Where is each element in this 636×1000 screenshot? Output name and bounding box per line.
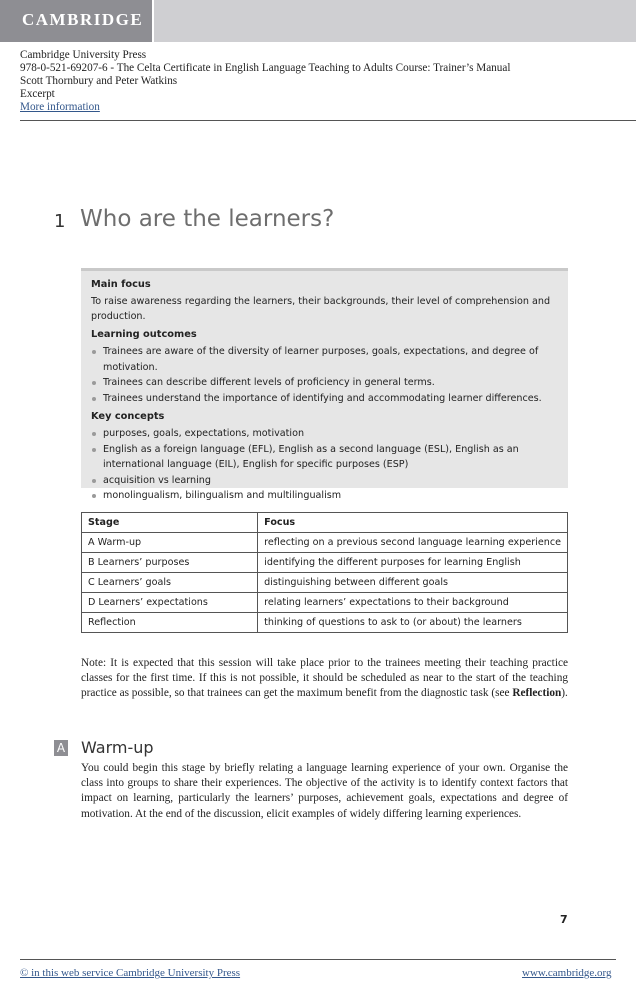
list-item: monolingualism, bilingualism and multilingualism [91, 488, 558, 504]
stages-table [81, 512, 568, 633]
brand-logo: CAMBRIDGE [22, 10, 144, 29]
section-title: Warm-up [81, 738, 154, 757]
header-divider [20, 120, 636, 121]
note-text: Note: It is expected that this session will take place prior to the trainees meeting their teaching practice classes for the first time. If this is not possible, it should be scheduled as near to the start of the teaching practice as possible, so that trainees can get the maximum benefit from the diagnostic task (see [81, 657, 568, 700]
table-row [82, 573, 568, 593]
list-item: English as a foreign language (EFL), English as a second language (ESL), English as an international language (EIL), English for specific purposes (ESP) [91, 442, 558, 473]
note-end: ). [561, 687, 568, 700]
stage-cell: D Learners’ expectations [82, 593, 258, 613]
column-header-focus: Focus [258, 513, 568, 533]
table-header-row [82, 513, 568, 533]
header-info [20, 49, 510, 114]
stage-cell: B Learners’ purposes [82, 553, 258, 573]
focus-box [81, 268, 568, 501]
focus-cell: relating learners’ expectations to their background [258, 593, 568, 613]
focus-cell: thinking of questions to ask to (or about) the learners [258, 613, 568, 633]
chapter-number: 1 [54, 211, 66, 232]
list-item: Trainees are aware of the diversity of learner purposes, goals, expectations, and degree of motivation. [91, 344, 558, 375]
brand-logo-box [0, 0, 154, 42]
focus-cell: identifying the different purposes for learning English [258, 553, 568, 573]
learning-outcomes-list [91, 344, 558, 406]
list-item: purposes, goals, expectations, motivation [91, 426, 558, 442]
session-note [81, 656, 568, 702]
chapter-title: Who are the learners? [80, 206, 335, 232]
note-reflection-ref: Reflection [512, 687, 562, 700]
stage-cell: A Warm-up [82, 533, 258, 553]
table-row [82, 593, 568, 613]
main-focus-heading: Main focus [91, 279, 151, 290]
excerpt-label: Excerpt [20, 88, 55, 100]
list-item: Trainees can describe different levels of proficiency in general terms. [91, 375, 558, 391]
stage-cell: Reflection [82, 613, 258, 633]
footer-divider [20, 959, 616, 960]
brand-bar [0, 0, 636, 42]
page-number: 7 [560, 913, 568, 926]
focus-cell: distinguishing between different goals [258, 573, 568, 593]
list-item: acquisition vs learning [91, 473, 558, 489]
publisher: Cambridge University Press [20, 49, 147, 61]
section-letter-badge: A [54, 740, 68, 756]
main-focus-text: To raise awareness regarding the learners, their backgrounds, their level of comprehension and production. [91, 296, 551, 322]
table-row [82, 553, 568, 573]
key-concepts-heading: Key concepts [91, 411, 165, 422]
stage-cell: C Learners’ goals [82, 573, 258, 593]
section-a-body: You could begin this stage by briefly relating a language learning experience of your own. Organise the class into groups to share their experiences. The objective of the activity is to identify context factors that impact on learning, particularly the learners’ purposes, achievement goals, expectations and degree of motivation. At the end of the discussion, elicit examples of widely differing learning experiences. [81, 762, 568, 820]
table-row [82, 613, 568, 633]
isbn-title: 978-0-521-69207-6 - The Celta Certificate in English Language Teaching to Adults Course: Trainer’s Manual [20, 62, 511, 74]
more-information-link[interactable]: More information [20, 101, 100, 113]
table-row [82, 533, 568, 553]
footer-copyright-link[interactable]: © in this web service Cambridge University Press [20, 967, 241, 979]
key-concepts-list [91, 426, 558, 504]
learning-outcomes-heading: Learning outcomes [91, 329, 197, 340]
focus-cell: reflecting on a previous second language learning experience [258, 533, 568, 553]
list-item: Trainees understand the importance of identifying and accommodating learner differences. [91, 391, 558, 407]
authors: Scott Thornbury and Peter Watkins [20, 75, 178, 87]
footer-website-link[interactable]: www.cambridge.org [522, 967, 612, 979]
column-header-stage: Stage [82, 513, 258, 533]
